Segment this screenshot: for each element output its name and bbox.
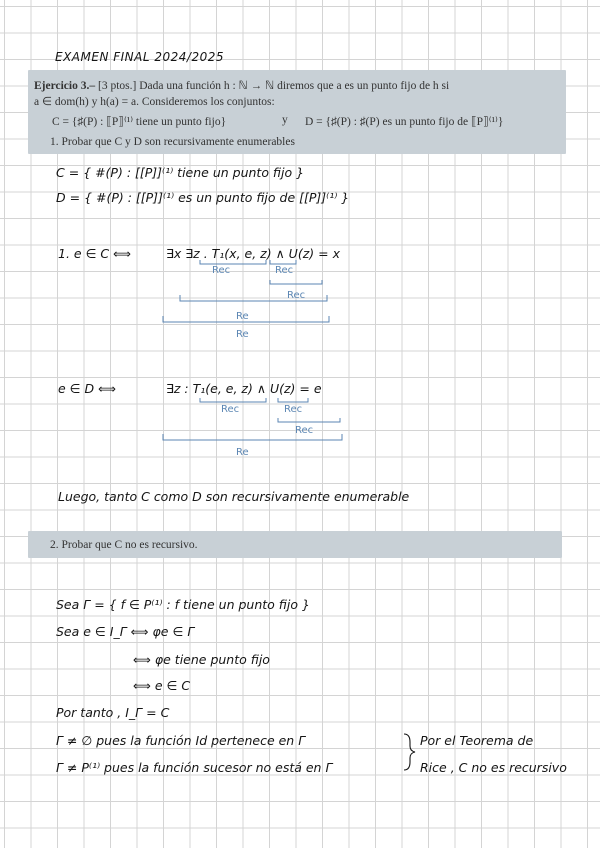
set-conjunction: y xyxy=(282,114,288,126)
d-re-label: Re xyxy=(236,447,249,458)
c-bracket-t1 xyxy=(200,260,266,264)
d-bracket-exists-z xyxy=(163,434,342,440)
d-definition: D = { #(P) : [[P]]⁽¹⁾ es un punto fijo de [[P]]⁽¹⁾ } xyxy=(56,190,350,205)
c-bracket-conj xyxy=(270,280,322,284)
exercise-item-1: 1. Probar que C y D son recursivamente enumerables xyxy=(50,136,295,148)
exam-header: EXAMEN FINAL 2024/2025 xyxy=(55,50,224,64)
d-rec-label-3: Rec xyxy=(295,425,314,436)
c-re-label-1: Re xyxy=(236,311,249,322)
rice-brace xyxy=(404,734,415,770)
gamma-definition: Sea Γ = { f ∈ P⁽¹⁾ : f tiene un punto fijo } xyxy=(56,597,310,612)
d-rec-label-1: Rec xyxy=(221,404,240,415)
c-equivalence-rhs: ∃x ∃z . T₁(x, e, z) ∧ U(z) = x xyxy=(166,246,340,261)
gamma-nonempty: Γ ≠ ∅ pues la función Id pertenece en Γ xyxy=(56,733,306,748)
c-bracket-u xyxy=(270,260,296,264)
gamma-not-all: Γ ≠ P⁽¹⁾ pues la función sucesor no está en Γ xyxy=(56,760,333,775)
d-bracket-t1 xyxy=(200,398,266,402)
exercise-statement-1: Dada una función h : ℕ → ℕ diremos que a es un punto fijo de h si xyxy=(139,80,450,92)
c-equivalence-lhs: 1. e ∈ C ⟺ xyxy=(58,246,132,261)
exercise-title: Ejercicio 3.– xyxy=(34,80,96,92)
d-equivalence-rhs: ∃z : T₁(e, e, z) ∧ U(z) = e xyxy=(166,381,322,396)
exercise-statement-2: a ∈ dom(h) y h(a) = a. Consideremos los conjuntos: xyxy=(34,96,275,108)
d-equivalence-lhs: e ∈ D ⟺ xyxy=(58,381,117,396)
d-rec-label-2: Rec xyxy=(284,404,303,415)
d-bracket-u xyxy=(278,398,308,402)
c-bracket-exists-z xyxy=(180,295,327,301)
c-bracket-exists-x xyxy=(163,316,329,322)
index-set-line-1: Sea e ∈ I_Γ ⟺ φe ∈ Γ xyxy=(56,624,195,639)
exercise-item-2: 2. Probar que C no es recursivo. xyxy=(50,539,198,551)
c-rec-label-3: Rec xyxy=(287,290,306,301)
c-rec-label-2: Rec xyxy=(275,265,294,276)
set-c-definition: C = {♯(P) : ⟦P⟧⁽¹⁾ tiene un punto fijo} xyxy=(52,116,227,128)
c-definition: C = { #(P) : [[P]]⁽¹⁾ tiene un punto fijo } xyxy=(56,165,305,180)
rice-theorem-line-2: Rice , C no es recursivo xyxy=(420,760,567,775)
set-d-definition: D = {♯(P) : ♯(P) es un punto fijo de ⟦P⟧⁽¹⁾} xyxy=(305,116,504,128)
c-rec-label-1: Rec xyxy=(212,265,231,276)
index-set-line-2: ⟺ φe tiene punto fijo xyxy=(133,652,270,667)
conclusion-line: Luego, tanto C como D son recursivamente enumerable xyxy=(58,489,410,504)
exercise-points: [3 ptos.] xyxy=(97,80,137,92)
c-re-label-2: Re xyxy=(236,329,249,340)
rice-theorem-line-1: Por el Teorema de xyxy=(420,733,534,748)
index-set-equals-c: Por tanto , I_Γ = C xyxy=(56,705,170,720)
index-set-line-3: ⟺ e ∈ C xyxy=(133,678,191,693)
d-bracket-conj xyxy=(278,418,340,422)
